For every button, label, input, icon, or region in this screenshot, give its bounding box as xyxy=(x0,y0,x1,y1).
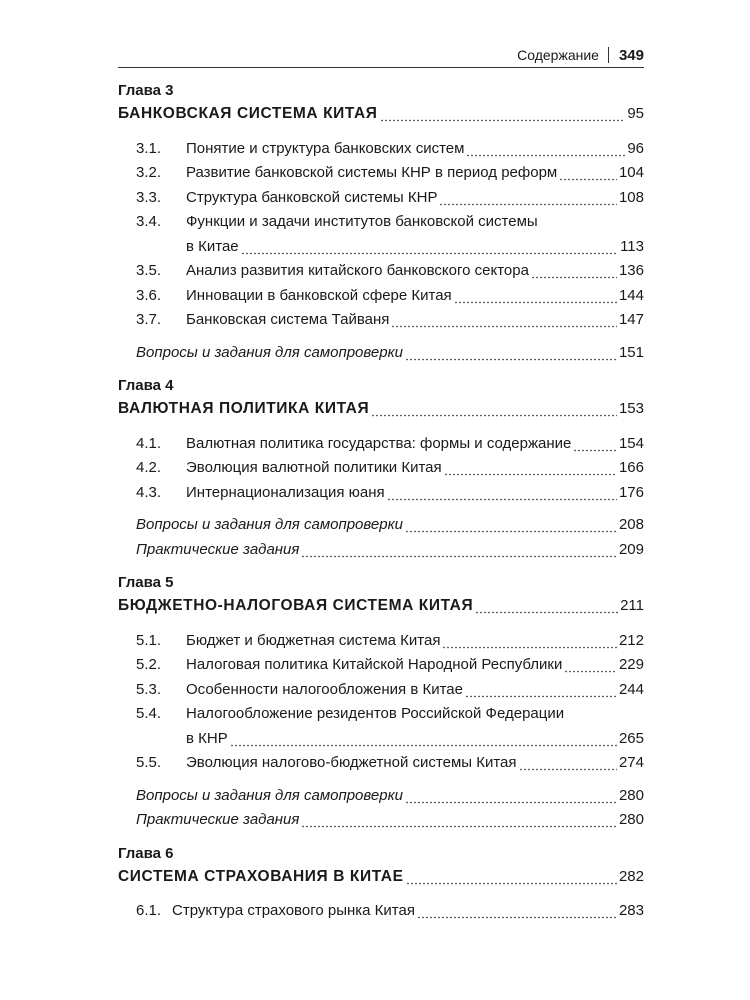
chapter-title: БАНКОВСКАЯ СИСТЕМА КИТАЯ xyxy=(118,105,378,122)
chapter-page: 282 xyxy=(618,867,644,885)
extras-list xyxy=(118,513,644,562)
chapter-6 xyxy=(118,843,644,924)
extra-page: 208 xyxy=(618,516,644,533)
chapter-page: 95 xyxy=(627,105,644,122)
section-title-line1: Налогообложение резидентов Российской Федерации xyxy=(186,705,565,722)
section-list xyxy=(118,899,644,924)
section-page: 154 xyxy=(618,434,644,452)
leader-dots xyxy=(230,727,617,752)
leader-dots xyxy=(439,186,617,211)
chapter-4 xyxy=(118,375,644,562)
section-title: Эволюция валютной политики Китая xyxy=(186,459,442,476)
section-page: 113 xyxy=(620,237,644,255)
leader-dots xyxy=(301,538,617,563)
section-title: Инновации в банковской сфере Китая xyxy=(186,286,452,304)
section-title: Налоговая политика Китайской Народной Республики xyxy=(186,656,563,673)
leader-dots xyxy=(573,432,617,457)
section-number: 3.1. xyxy=(136,139,162,157)
leader-dots xyxy=(241,235,618,260)
toc-entry xyxy=(118,751,644,776)
leader-dots xyxy=(405,341,617,366)
leader-dots xyxy=(406,865,617,890)
section-title-line2: в КНР xyxy=(186,729,228,747)
section-page: 136 xyxy=(618,262,644,279)
section-title: Структура банковской системы КНР xyxy=(186,188,438,206)
toc-extra-entry xyxy=(118,538,644,563)
section-page: 265 xyxy=(618,729,644,747)
toc-entry xyxy=(118,308,644,333)
extra-page: 209 xyxy=(618,540,644,558)
toc-entry xyxy=(118,137,644,162)
section-page: 212 xyxy=(618,631,644,649)
extra-title: Вопросы и задания для самопроверки xyxy=(136,516,404,533)
extra-page: 280 xyxy=(618,786,644,804)
leader-dots xyxy=(466,137,625,162)
leader-dots xyxy=(380,102,626,127)
section-number: 3.5. xyxy=(136,262,162,279)
section-number: 4.3. xyxy=(136,483,162,501)
toc-entry xyxy=(118,629,644,654)
toc-entry xyxy=(118,899,644,924)
toc-entry xyxy=(118,481,644,506)
leader-dots xyxy=(564,653,617,678)
chapter-page: 211 xyxy=(620,597,644,614)
toc-extra-entry xyxy=(118,808,644,833)
extra-title: Практические задания xyxy=(136,540,300,558)
chapter-title: ВАЛЮТНАЯ ПОЛИТИКА КИТАЯ xyxy=(118,400,370,417)
running-head-section: Содержание xyxy=(517,47,599,63)
leader-dots xyxy=(371,397,617,422)
section-list xyxy=(118,432,644,506)
section-page: 244 xyxy=(618,680,644,698)
section-number: 5.4. xyxy=(136,705,162,722)
section-number: 5.3. xyxy=(136,680,162,698)
section-number: 5.2. xyxy=(136,656,162,673)
leader-dots xyxy=(442,629,617,654)
leader-dots xyxy=(465,678,617,703)
section-page: 96 xyxy=(627,139,644,157)
chapter-title-line xyxy=(118,102,644,127)
table-of-contents xyxy=(118,80,644,924)
section-page: 104 xyxy=(618,164,644,181)
toc-entry xyxy=(118,678,644,703)
toc-entry xyxy=(118,702,644,751)
chapter-label: Глава 4 xyxy=(118,377,174,394)
section-title: Анализ развития китайского банковского сектора xyxy=(186,262,529,279)
section-list xyxy=(118,137,644,333)
section-page: 283 xyxy=(618,902,644,919)
extra-title: Вопросы и задания для самопроверки xyxy=(136,343,404,361)
running-head-divider xyxy=(608,47,609,63)
section-title: Понятие и структура банковских систем xyxy=(186,139,465,157)
toc-entry xyxy=(118,186,644,211)
leader-dots xyxy=(444,456,617,481)
section-page: 144 xyxy=(618,286,644,304)
toc-entry xyxy=(118,284,644,309)
section-page: 274 xyxy=(618,754,644,771)
leader-dots xyxy=(559,161,617,186)
section-page: 176 xyxy=(618,483,644,501)
leader-dots xyxy=(519,751,617,776)
section-title: Интернационализация юаня xyxy=(186,483,385,501)
toc-entry xyxy=(118,456,644,481)
leader-dots xyxy=(531,259,617,284)
section-number: 5.5. xyxy=(136,754,162,771)
section-title: Бюджет и бюджетная система Китая xyxy=(186,631,441,649)
section-title-line2: в Китае xyxy=(186,237,239,255)
section-number: 3.3. xyxy=(136,188,162,206)
toc-entry xyxy=(118,653,644,678)
chapter-3 xyxy=(118,80,644,365)
extra-title: Практические задания xyxy=(136,811,300,828)
chapter-title-line xyxy=(118,397,644,422)
section-number: 3.6. xyxy=(136,286,162,304)
section-title: Структура страхового рынка Китая xyxy=(172,902,415,919)
section-page: 108 xyxy=(618,188,644,206)
section-list xyxy=(118,629,644,776)
toc-entry xyxy=(118,432,644,457)
page-number: 349 xyxy=(618,46,644,64)
extra-page: 280 xyxy=(618,811,644,828)
chapter-title-line xyxy=(118,594,644,619)
section-number: 4.1. xyxy=(136,434,162,452)
section-number: 4.2. xyxy=(136,459,162,476)
extras-list xyxy=(118,784,644,833)
section-page: 166 xyxy=(618,459,644,476)
toc-extra-entry xyxy=(118,513,644,538)
leader-dots xyxy=(405,784,617,809)
extra-page: 151 xyxy=(618,343,644,361)
leader-dots xyxy=(405,513,617,538)
chapter-page: 153 xyxy=(618,400,644,417)
section-page: 147 xyxy=(618,311,644,328)
chapter-label: Глава 5 xyxy=(118,574,174,591)
running-head xyxy=(517,44,644,66)
section-number: 6.1. xyxy=(136,902,162,919)
leader-dots xyxy=(391,308,617,333)
leader-dots xyxy=(417,899,617,924)
toc-entry xyxy=(118,161,644,186)
header-rule xyxy=(118,67,644,68)
toc-extra-entry xyxy=(118,341,644,366)
extra-title: Вопросы и задания для самопроверки xyxy=(136,786,404,804)
section-number: 3.7. xyxy=(136,311,162,328)
section-number: 3.4. xyxy=(136,213,162,230)
chapter-label: Глава 3 xyxy=(118,82,174,99)
chapter-title: СИСТЕМА СТРАХОВАНИЯ В КИТАЕ xyxy=(118,867,404,885)
section-title: Особенности налогообложения в Китае xyxy=(186,680,463,698)
section-number: 5.1. xyxy=(136,631,162,649)
section-number: 3.2. xyxy=(136,164,162,181)
leader-dots xyxy=(387,481,617,506)
leader-dots xyxy=(475,594,618,619)
section-title-line1: Функции и задачи институтов банковской системы xyxy=(186,213,538,230)
toc-extra-entry xyxy=(118,784,644,809)
toc-entry xyxy=(118,259,644,284)
extras-list xyxy=(118,341,644,366)
chapter-label: Глава 6 xyxy=(118,844,174,862)
section-title: Валютная политика государства: формы и содержание xyxy=(186,434,572,452)
chapter-title: БЮДЖЕТНО-НАЛОГОВАЯ СИСТЕМА КИТАЯ xyxy=(118,597,474,614)
chapter-5 xyxy=(118,572,644,833)
leader-dots xyxy=(454,284,617,309)
leader-dots xyxy=(301,808,617,833)
section-title: Развитие банковской системы КНР в период реформ xyxy=(186,164,558,181)
toc-entry xyxy=(118,210,644,259)
section-title: Эволюция налогово-бюджетной системы Китая xyxy=(186,754,517,771)
section-title: Банковская система Тайваня xyxy=(186,311,390,328)
chapter-title-line xyxy=(118,865,644,890)
section-page: 229 xyxy=(618,656,644,673)
